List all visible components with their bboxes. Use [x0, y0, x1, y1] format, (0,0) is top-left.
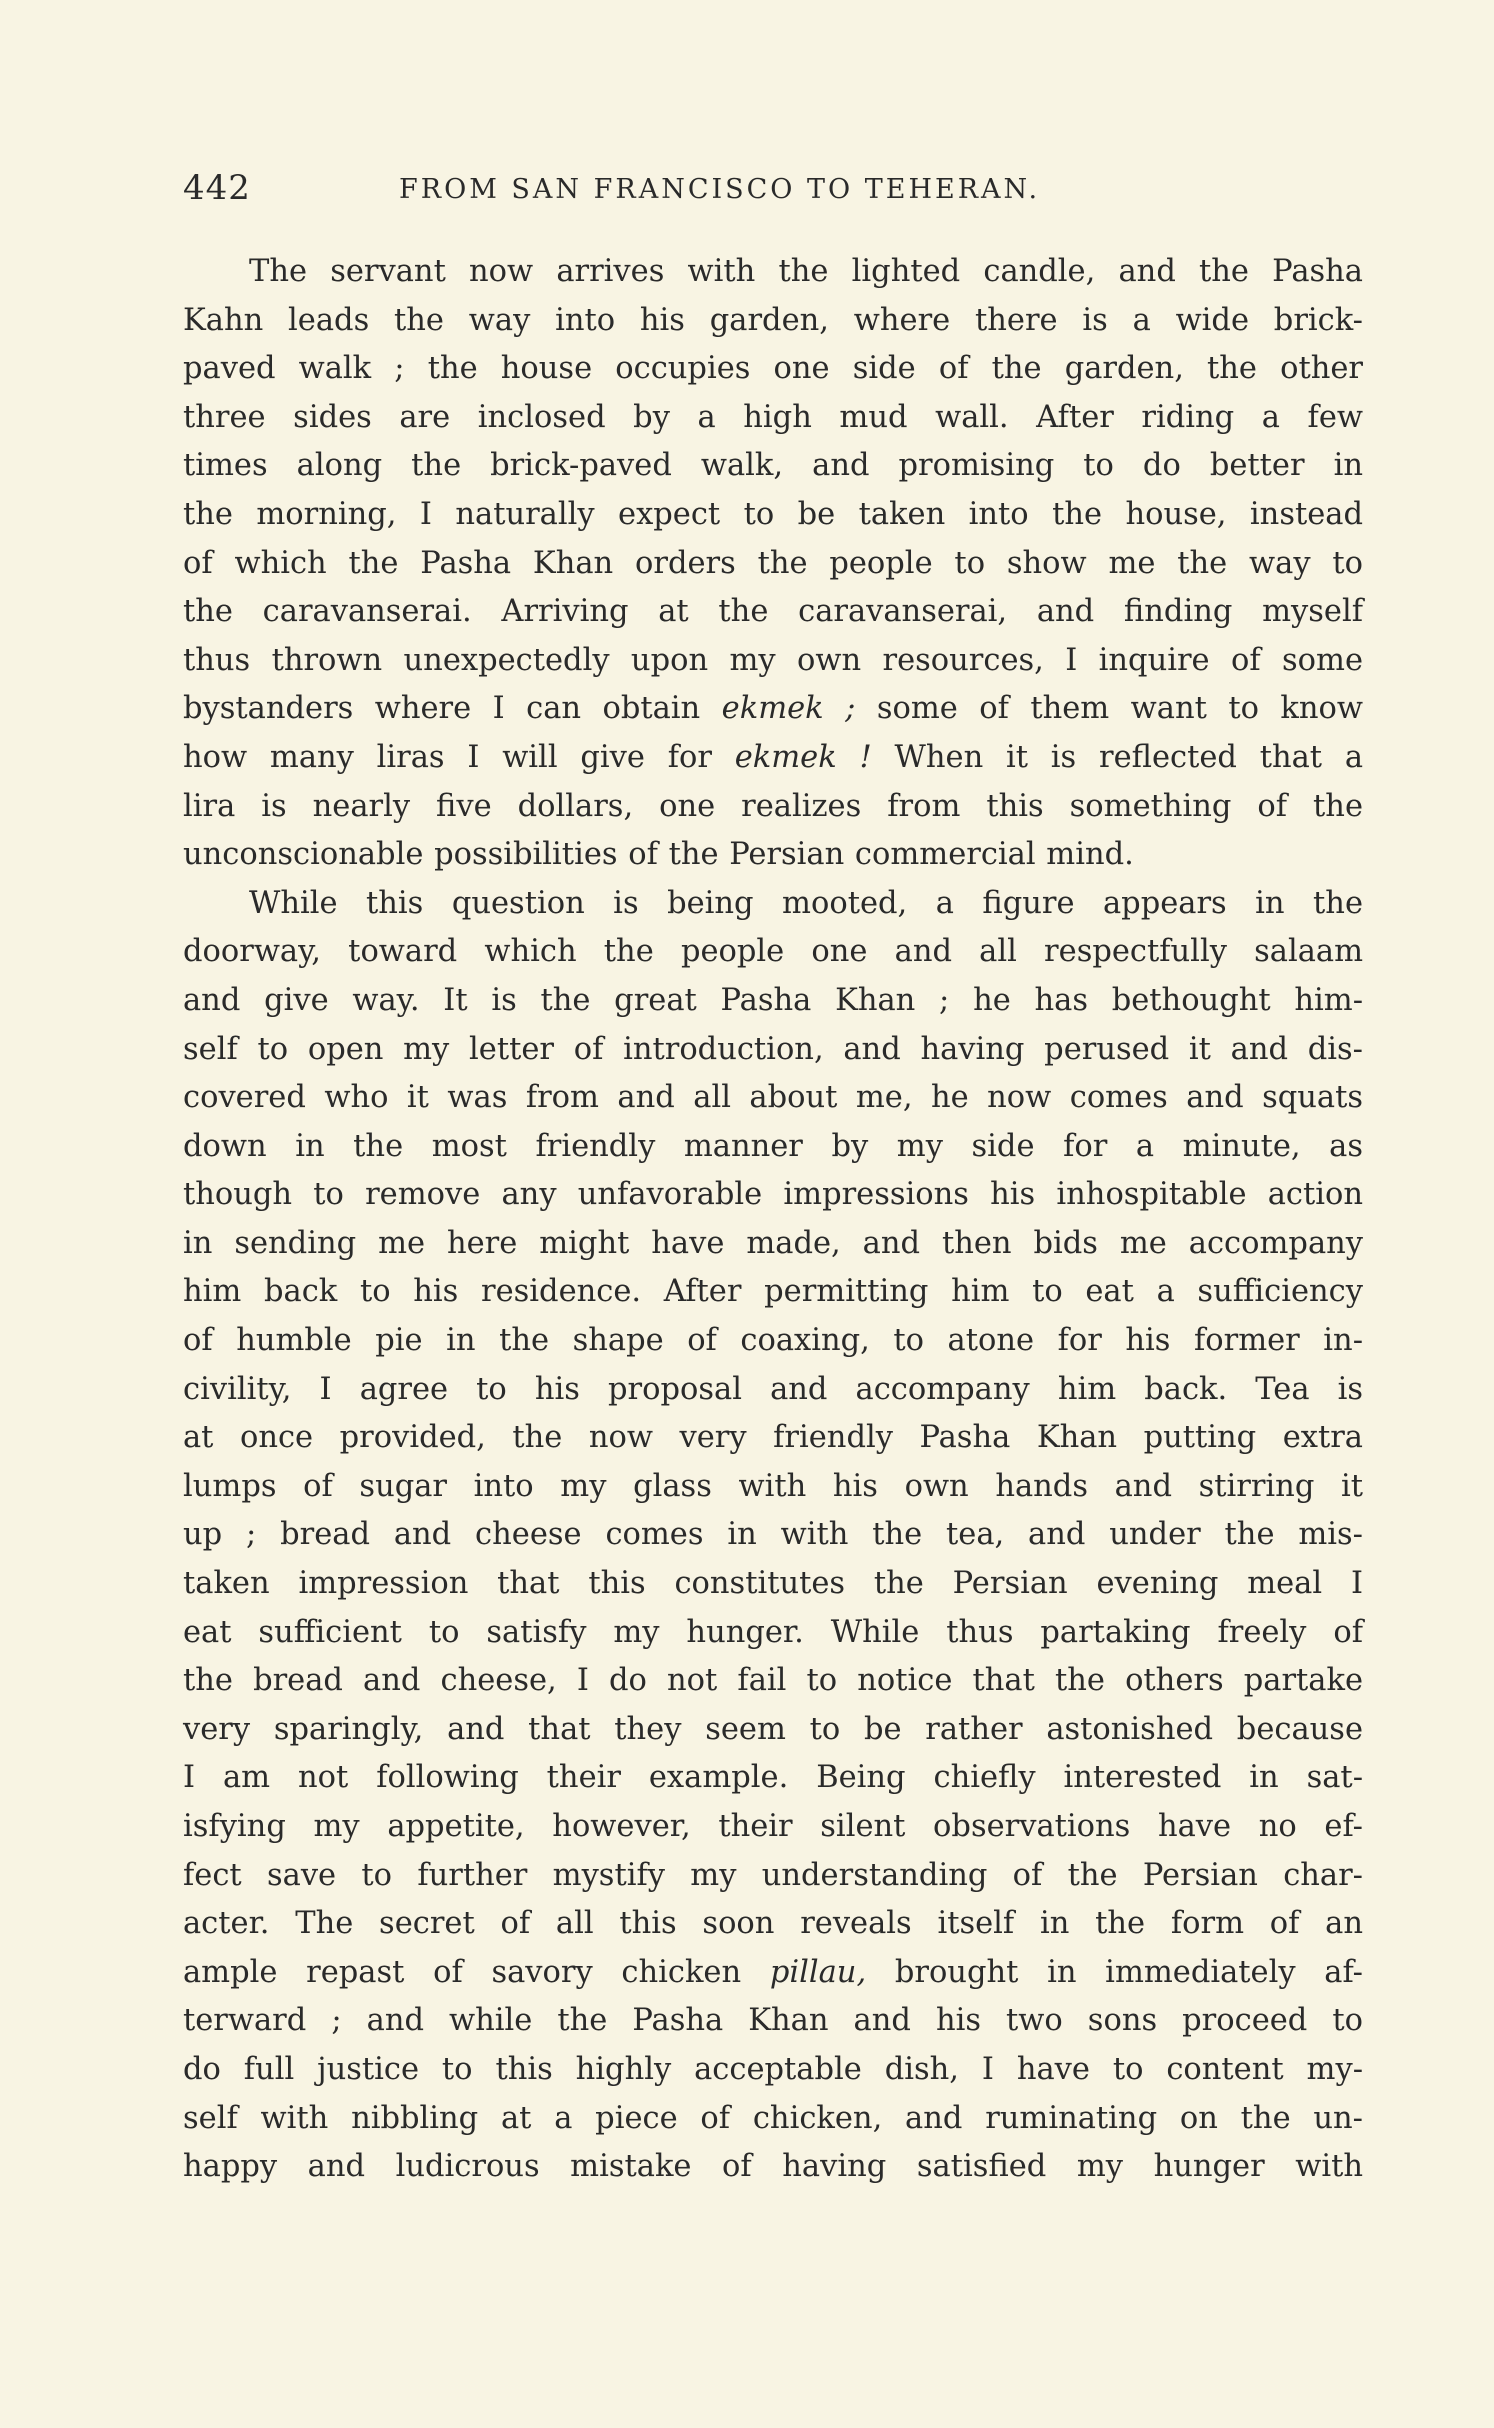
page-header [183, 168, 1363, 218]
text-line: civility, I agree to his proposal and accompany him back. Tea is [183, 1371, 1363, 1407]
text-line [183, 1949, 1363, 1998]
text-line: the caravanserai. Arriving at the caravanserai, and finding myself [183, 594, 1363, 630]
text-line: thus thrown unexpectedly upon my own resources, I inquire of some [183, 642, 1363, 678]
text-line [183, 734, 1363, 783]
text-line: terward ; and while the Pasha Khan and his two sons proceed to [183, 2003, 1363, 2039]
text-line: paved walk ; the house occupies one side of the garden, the other [183, 351, 1363, 387]
page-number: 442 [183, 168, 251, 208]
text-run: bystanders where I can obtain [183, 691, 722, 727]
text-line: Kahn leads the way into his garden, where there is a wide brick- [183, 302, 1363, 338]
text-line: do full justice to this highly acceptable dish, I have to content my- [183, 2051, 1363, 2087]
body-text [183, 248, 1363, 2192]
running-head: FROM SAN FRANCISCO TO TEHERAN. [399, 174, 1041, 205]
text-line: acter. The secret of all this soon reveals itself in the form of an [183, 1906, 1363, 1942]
text-run: When it is reflected that a [871, 739, 1364, 775]
text-run: how many liras I will give for [183, 739, 735, 775]
text-line: fect save to further mystify my understanding of the Persian char- [183, 1857, 1363, 1893]
text-line [183, 685, 1363, 734]
text-line: eat sufficient to satisfy my hunger. While thus partaking freely of [183, 1614, 1363, 1650]
text-line: covered who it was from and all about me, he now comes and squats [183, 1080, 1363, 1116]
text-line: lira is nearly five dollars, one realizes from this something of the [183, 788, 1363, 824]
text-line: lumps of sugar into my glass with his own hands and stirring it [183, 1468, 1363, 1504]
text-line: of humble pie in the shape of coaxing, to atone for his former in- [183, 1323, 1363, 1359]
text-line: very sparingly, and that they seem to be rather astonished because [183, 1711, 1363, 1747]
text-line: three sides are inclosed by a high mud wall. After riding a few [183, 399, 1363, 435]
text-line: and give way. It is the great Pasha Khan ; he has bethought him- [183, 982, 1363, 1018]
text-line: the bread and cheese, I do not fail to notice that the others partake [183, 1663, 1363, 1699]
text-line: self to open my letter of introduction, and having perused it and dis- [183, 1031, 1363, 1067]
text-line: down in the most friendly manner by my side for a minute, as [183, 1128, 1363, 1164]
text-line: doorway, toward which the people one and all respectfully salaam [183, 934, 1363, 970]
text-line: in sending me here might have made, and then bids me accompany [183, 1225, 1363, 1261]
text-line: I am not following their example. Being chiefly interested in sat- [183, 1760, 1363, 1796]
text-line: unconscionable possibilities of the Persian commercial mind. [183, 837, 1134, 873]
text-line: times along the brick-paved walk, and promising to do better in [183, 448, 1363, 484]
text-run: brought in immediately af- [866, 1954, 1363, 1990]
text-run: ample repast of savory chicken [183, 1954, 770, 1990]
text-line: self with nibbling at a piece of chicken, and ruminating on the un- [183, 2100, 1363, 2136]
italic-word: ekmek ! [734, 739, 872, 775]
text-line: the morning, I naturally expect to be taken into the house, instead [183, 496, 1363, 532]
text-line: happy and ludicrous mistake of having satisfied my hunger with [183, 2149, 1363, 2185]
text-line: at once provided, the now very friendly Pasha Khan putting extra [183, 1420, 1363, 1456]
text-line: isfying my appetite, however, their silent observations have no ef- [183, 1809, 1363, 1844]
italic-word: ekmek ; [721, 691, 856, 727]
text-line: him back to his residence. After permitting him to eat a sufficiency [183, 1274, 1363, 1310]
text-line: though to remove any unfavorable impressions his inhospitable action [183, 1177, 1363, 1213]
italic-word: pillau, [769, 1954, 867, 1990]
text-line: up ; bread and cheese comes in with the tea, and under the mis- [183, 1517, 1363, 1553]
text-line: of which the Pasha Khan orders the people to show me the way to [183, 545, 1363, 581]
text-line: taken impression that this constitutes the Persian evening meal I [183, 1566, 1363, 1602]
text-line: The servant now arrives with the lighted candle, and the Pasha [249, 254, 1363, 289]
text-run: some of them want to know [855, 691, 1363, 727]
text-line: While this question is being mooted, a figure appears in the [249, 885, 1363, 921]
